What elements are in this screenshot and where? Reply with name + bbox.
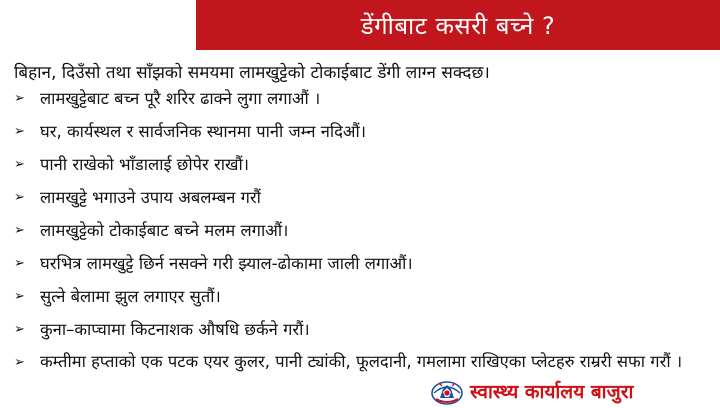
- arrow-bullet-icon: ➢: [14, 322, 25, 337]
- intro-text: बिहान, दिउँसो तथा साँझको समयमा लामखुट्टेको टोकाईबाट डेंगी लाग्न सक्दछ।: [14, 63, 490, 83]
- nepal-government-emblem-icon: [430, 377, 464, 405]
- arrow-bullet-icon: ➢: [14, 355, 25, 370]
- list-item-text: कुना–काप्चामा किटनाशक औषधि छर्कने गरौं।: [40, 320, 310, 339]
- list-item: [14, 352, 690, 374]
- arrow-bullet-icon: ➢: [14, 91, 25, 106]
- list-item: [14, 88, 714, 110]
- arrow-bullet-icon: ➢: [14, 256, 25, 271]
- list-item: [14, 121, 714, 143]
- title-bar: [196, 0, 720, 50]
- office-logo: [430, 376, 678, 406]
- list-item: [14, 286, 714, 308]
- list-item: [14, 187, 714, 209]
- list-item: [14, 319, 714, 341]
- slide-title: डेंगीबाट कसरी बच्ने ?: [360, 11, 556, 40]
- arrow-bullet-icon: ➢: [14, 190, 25, 205]
- office-logo-text: स्वास्थ्य कार्यालय बाजुरा: [470, 381, 634, 403]
- arrow-bullet-icon: ➢: [14, 223, 25, 238]
- list-item-text: लामखुट्टेबाट बच्न पूरै शरिर ढाक्ने लुगा लगाऔं ।: [40, 89, 321, 108]
- list-item-text: लामखुट्टेको टोकाईबाट बच्ने मलम लगाऔं।: [40, 221, 289, 240]
- list-item-text: लामखुट्टे भगाउने उपाय अबलम्बन गरौं: [40, 188, 261, 207]
- list-item-text: सुत्ने बेलामा झुल लगाएर सुतौं।: [40, 287, 221, 306]
- list-item-text: पानी राखेको भाँडालाई छोपेर राखौं।: [40, 155, 250, 174]
- list-item: [14, 154, 714, 176]
- list-item: [14, 253, 714, 275]
- arrow-bullet-icon: ➢: [14, 124, 25, 139]
- list-item: [14, 220, 714, 242]
- list-item-text: कम्तीमा हप्ताको एक पटक एयर कुलर, पानी ट्यांकी, फूलदानी, गमलामा राखिएका प्लेटहरु राम्ररी सफा गरौं ।: [40, 352, 683, 371]
- arrow-bullet-icon: ➢: [14, 289, 25, 304]
- arrow-bullet-icon: ➢: [14, 157, 25, 172]
- prevention-list: [14, 88, 714, 374]
- list-item-text: घर, कार्यस्थल र सार्वजनिक स्थानमा पानी जम्न नदिऔं।: [40, 122, 367, 141]
- slide-content: [14, 58, 714, 385]
- list-item-text: घरभित्र लामखुट्टे छिर्न नसक्ने गरी झ्याल-ढोकामा जाली लगाऔं।: [40, 254, 413, 273]
